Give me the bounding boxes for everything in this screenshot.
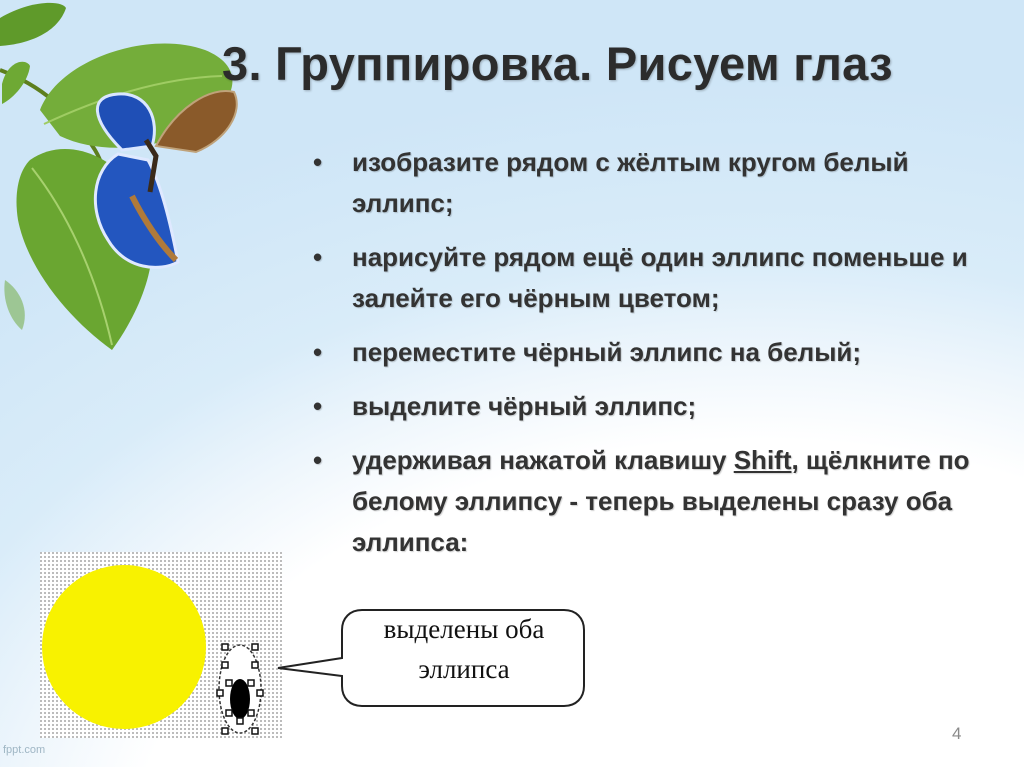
bullet-text: нарисуйте рядом ещё один эллипс поменьше и залейте его чёрным цветом; <box>352 242 968 313</box>
shift-key-link[interactable]: Shift <box>733 445 792 475</box>
callout-text <box>348 609 580 689</box>
bullet-text: переместите чёрный эллипс на белый; <box>352 337 862 367</box>
slide-title: 3. Группировка. Рисуем глаз <box>222 37 893 90</box>
watermark: fppt.com <box>3 744 46 756</box>
bullet-text-after: , щёлкните по белому эллипсу - теперь выделены сразу оба эллипса: <box>352 445 970 557</box>
bullet-item <box>312 142 1002 224</box>
bullet-marker: • <box>313 391 323 421</box>
callout-line: выделены оба <box>383 614 545 644</box>
bullet-text: изобразите рядом с жёлтым кругом белый эллипс; <box>352 147 909 218</box>
bullet-text: выделите чёрный эллипс; <box>352 391 697 421</box>
yellow-circle <box>42 565 206 729</box>
callout-line: эллипса <box>418 654 510 684</box>
bullet-marker: • <box>313 445 323 475</box>
bullet-list <box>312 142 1002 576</box>
bullet-item <box>312 237 1002 319</box>
page-number: 4 <box>952 724 962 743</box>
bullet-marker: • <box>313 337 323 367</box>
bullet-item <box>312 332 1002 373</box>
bullet-item <box>312 440 1002 563</box>
black-ellipse <box>230 679 250 719</box>
bullet-item <box>312 386 1002 427</box>
bullet-text-before: удерживая нажатой клавишу <box>352 445 734 475</box>
bullet-marker: • <box>313 242 323 272</box>
bullet-marker: • <box>313 147 323 177</box>
